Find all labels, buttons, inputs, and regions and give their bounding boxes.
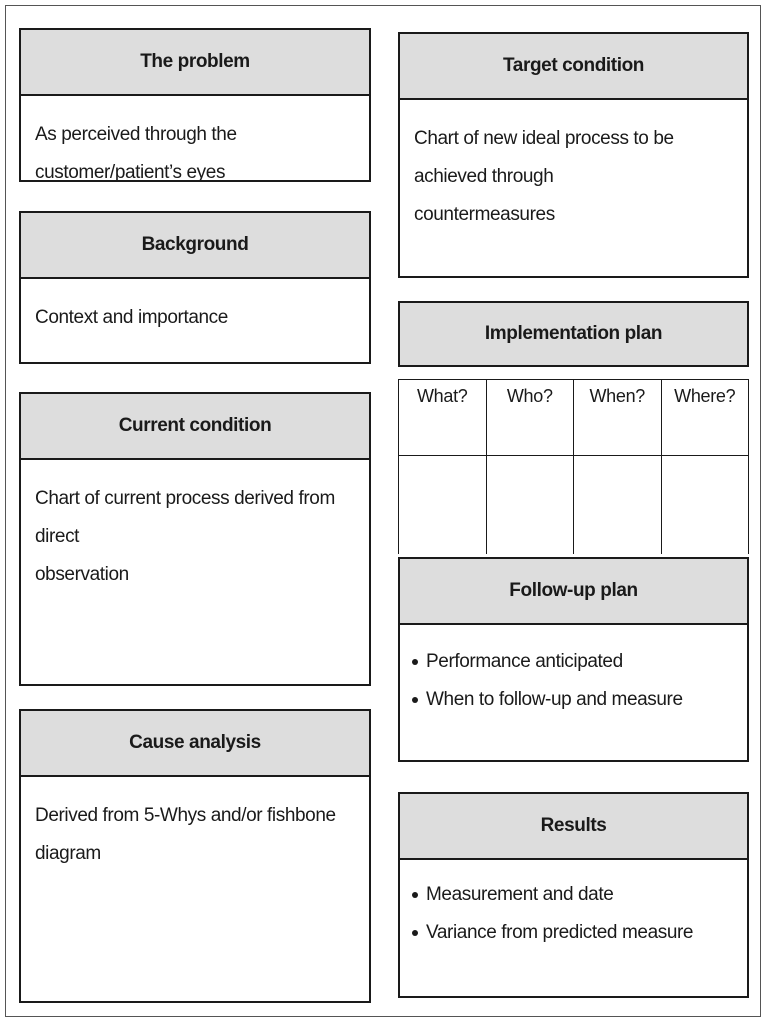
cause-analysis-panel [19, 709, 371, 1003]
background-panel [19, 211, 371, 364]
bullet-icon [412, 697, 418, 703]
column-header-where: Where? [661, 380, 749, 456]
list-item [412, 914, 733, 952]
table-cell [399, 456, 487, 555]
problem-line: As perceived through the customer/patient’s eyes [35, 124, 237, 183]
problem-text [21, 96, 369, 192]
cause-analysis-title: Cause analysis [21, 711, 369, 777]
column-header-who: Who? [486, 380, 574, 456]
list-item-label: Performance anticipated [426, 651, 623, 672]
table-cell [486, 456, 574, 555]
background-line: Context and importance [35, 307, 228, 328]
implementation-plan-table [398, 379, 749, 554]
target-condition-title: Target condition [400, 34, 747, 100]
bullet-icon [412, 930, 418, 936]
column-header-what: What? [399, 380, 487, 456]
problem-panel [19, 28, 371, 182]
background-text [21, 279, 369, 337]
table-cell [574, 456, 662, 555]
implementation-plan-panel [398, 301, 749, 367]
results-title: Results [400, 794, 747, 860]
background-title: Background [21, 213, 369, 279]
target-condition-text [400, 100, 747, 234]
follow-up-plan-panel [398, 557, 749, 762]
current-condition-text [21, 460, 369, 594]
target-condition-line: Chart of new ideal process to be achieved through [414, 128, 674, 187]
cause-analysis-line: Derived from 5-Whys and/or fishbone diagram [35, 805, 336, 864]
table-row [399, 456, 749, 555]
follow-up-plan-text [400, 625, 747, 719]
current-condition-panel [19, 392, 371, 686]
target-condition-line: countermeasures [414, 204, 555, 225]
follow-up-plan-list [412, 643, 733, 719]
list-item [412, 643, 733, 681]
problem-title: The problem [21, 30, 369, 96]
bullet-icon [412, 892, 418, 898]
table-cell [661, 456, 749, 555]
bullet-icon [412, 659, 418, 665]
implementation-plan-title: Implementation plan [400, 303, 747, 365]
results-list [412, 876, 733, 952]
results-panel [398, 792, 749, 998]
list-item-label: Measurement and date [426, 884, 614, 905]
current-condition-title: Current condition [21, 394, 369, 460]
list-item [412, 681, 733, 719]
current-condition-line: Chart of current process derived from direct [35, 488, 335, 547]
list-item-label: When to follow-up and measure [426, 689, 683, 710]
table-header-row [399, 380, 749, 456]
cause-analysis-text [21, 777, 369, 873]
column-header-when: When? [574, 380, 662, 456]
list-item-label: Variance from predicted measure [426, 922, 694, 943]
results-text [400, 860, 747, 952]
follow-up-plan-title: Follow-up plan [400, 559, 747, 625]
current-condition-line: observation [35, 564, 129, 585]
list-item [412, 876, 733, 914]
target-condition-panel [398, 32, 749, 278]
